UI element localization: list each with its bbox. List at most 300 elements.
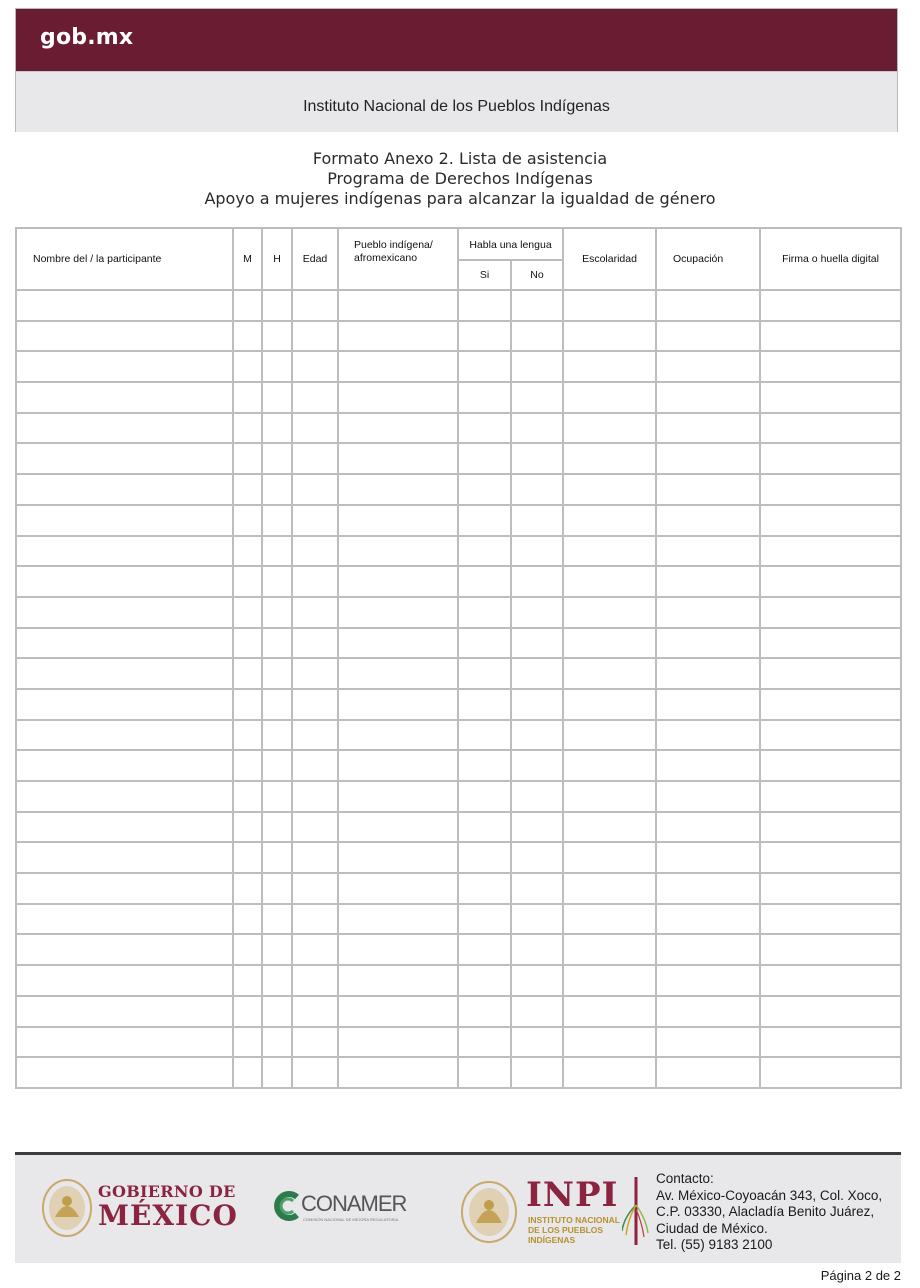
table-row: [16, 474, 901, 505]
cell-no[interactable]: [511, 720, 563, 751]
cell-m[interactable]: [233, 443, 262, 474]
cell-pueblo[interactable]: [338, 842, 458, 873]
cell-firma[interactable]: [760, 750, 901, 781]
table-row: [16, 321, 901, 352]
cell-ocupacion[interactable]: [656, 505, 760, 536]
cell-no[interactable]: [511, 842, 563, 873]
cell-pueblo[interactable]: [338, 658, 458, 689]
cell-si[interactable]: [458, 1057, 511, 1088]
cell-ocupacion[interactable]: [656, 566, 760, 597]
cell-ocupacion[interactable]: [656, 842, 760, 873]
cell-nombre[interactable]: [16, 812, 233, 843]
cell-h[interactable]: [262, 351, 292, 382]
table-row: [16, 996, 901, 1027]
cell-no[interactable]: [511, 321, 563, 352]
cell-nombre[interactable]: [16, 474, 233, 505]
cell-h[interactable]: [262, 720, 292, 751]
cell-si[interactable]: [458, 658, 511, 689]
cell-si[interactable]: [458, 720, 511, 751]
cell-si[interactable]: [458, 566, 511, 597]
cell-h[interactable]: [262, 812, 292, 843]
cell-ocupacion[interactable]: [656, 413, 760, 444]
cell-edad[interactable]: [292, 290, 338, 321]
cell-firma[interactable]: [760, 443, 901, 474]
cell-ocupacion[interactable]: [656, 720, 760, 751]
header-no: No: [511, 260, 563, 290]
cell-h[interactable]: [262, 842, 292, 873]
cell-h[interactable]: [262, 965, 292, 996]
cell-si[interactable]: [458, 904, 511, 935]
cell-edad[interactable]: [292, 1027, 338, 1058]
cell-h[interactable]: [262, 474, 292, 505]
header-nombre: Nombre del / la participante: [16, 228, 233, 290]
cell-nombre[interactable]: [16, 443, 233, 474]
cell-h[interactable]: [262, 505, 292, 536]
cell-pueblo[interactable]: [338, 566, 458, 597]
cell-no[interactable]: [511, 443, 563, 474]
header-ocupacion: Ocupación: [656, 228, 760, 290]
cell-edad[interactable]: [292, 873, 338, 904]
cell-escolaridad[interactable]: [563, 321, 656, 352]
cell-ocupacion[interactable]: [656, 873, 760, 904]
cell-edad[interactable]: [292, 812, 338, 843]
cell-no[interactable]: [511, 382, 563, 413]
cell-escolaridad[interactable]: [563, 965, 656, 996]
cell-escolaridad[interactable]: [563, 351, 656, 382]
inpi-sub-line-3: INDÍGENAS: [528, 1235, 576, 1245]
cell-no[interactable]: [511, 628, 563, 659]
cell-no[interactable]: [511, 996, 563, 1027]
cell-no[interactable]: [511, 812, 563, 843]
cell-h[interactable]: [262, 413, 292, 444]
cell-firma[interactable]: [760, 689, 901, 720]
cell-escolaridad[interactable]: [563, 1027, 656, 1058]
cell-si[interactable]: [458, 996, 511, 1027]
cell-ocupacion[interactable]: [656, 597, 760, 628]
cell-nombre[interactable]: [16, 720, 233, 751]
cell-firma[interactable]: [760, 536, 901, 567]
cell-firma[interactable]: [760, 658, 901, 689]
page-footer: [15, 1152, 901, 1263]
cell-no[interactable]: [511, 536, 563, 567]
cell-escolaridad[interactable]: [563, 750, 656, 781]
cell-ocupacion[interactable]: [656, 351, 760, 382]
contact-address-3: Ciudad de México.: [656, 1220, 768, 1236]
cell-escolaridad[interactable]: [563, 934, 656, 965]
cell-ocupacion[interactable]: [656, 934, 760, 965]
cell-firma[interactable]: [760, 413, 901, 444]
cell-no[interactable]: [511, 1057, 563, 1088]
cell-firma[interactable]: [760, 873, 901, 904]
cell-ocupacion[interactable]: [656, 750, 760, 781]
contact-address-2: C.P. 03330, Alacladía Benito Juárez,: [656, 1204, 875, 1219]
cell-ocupacion[interactable]: [656, 658, 760, 689]
cell-escolaridad[interactable]: [563, 842, 656, 873]
cell-h[interactable]: [262, 750, 292, 781]
cell-si[interactable]: [458, 750, 511, 781]
cell-si[interactable]: [458, 321, 511, 352]
table-row: [16, 904, 901, 935]
cell-si[interactable]: [458, 290, 511, 321]
cell-pueblo[interactable]: [338, 628, 458, 659]
cell-m[interactable]: [233, 996, 262, 1027]
cell-ocupacion[interactable]: [656, 628, 760, 659]
cell-m[interactable]: [233, 842, 262, 873]
cell-h[interactable]: [262, 904, 292, 935]
cell-firma[interactable]: [760, 321, 901, 352]
cell-nombre[interactable]: [16, 750, 233, 781]
cell-h[interactable]: [262, 934, 292, 965]
cell-m[interactable]: [233, 351, 262, 382]
cell-pueblo[interactable]: [338, 290, 458, 321]
cell-h[interactable]: [262, 321, 292, 352]
cell-m[interactable]: [233, 904, 262, 935]
cell-no[interactable]: [511, 597, 563, 628]
cell-pueblo[interactable]: [338, 443, 458, 474]
cell-pueblo[interactable]: [338, 382, 458, 413]
contact-address-1: Av. México-Coyoacán 343, Col. Xoco,: [656, 1187, 883, 1203]
cell-si[interactable]: [458, 505, 511, 536]
cell-firma[interactable]: [760, 505, 901, 536]
cell-firma[interactable]: [760, 351, 901, 382]
contact-phone: Tel. (55) 9183 2100: [656, 1237, 773, 1252]
cell-ocupacion[interactable]: [656, 443, 760, 474]
cell-m[interactable]: [233, 290, 262, 321]
cell-firma[interactable]: [760, 842, 901, 873]
cell-ocupacion[interactable]: [656, 1057, 760, 1088]
cell-edad[interactable]: [292, 443, 338, 474]
cell-h[interactable]: [262, 566, 292, 597]
cell-h[interactable]: [262, 1057, 292, 1088]
cell-m[interactable]: [233, 873, 262, 904]
cell-nombre[interactable]: [16, 628, 233, 659]
cell-nombre[interactable]: [16, 290, 233, 321]
contact-block: [656, 1171, 882, 1254]
cell-nombre[interactable]: [16, 842, 233, 873]
cell-pueblo[interactable]: [338, 536, 458, 567]
cell-edad[interactable]: [292, 413, 338, 444]
cell-m[interactable]: [233, 750, 262, 781]
cell-firma[interactable]: [760, 720, 901, 751]
conamer-logo: [273, 1189, 407, 1229]
cell-escolaridad[interactable]: [563, 382, 656, 413]
inpi-logo: [460, 1175, 650, 1247]
cell-h[interactable]: [262, 536, 292, 567]
cell-si[interactable]: [458, 536, 511, 567]
cell-edad[interactable]: [292, 904, 338, 935]
cell-pueblo[interactable]: [338, 750, 458, 781]
table-row: [16, 781, 901, 812]
cell-si[interactable]: [458, 443, 511, 474]
cell-ocupacion[interactable]: [656, 812, 760, 843]
cell-escolaridad[interactable]: [563, 658, 656, 689]
cell-firma[interactable]: [760, 474, 901, 505]
cell-firma[interactable]: [760, 781, 901, 812]
cell-ocupacion[interactable]: [656, 996, 760, 1027]
attendance-table: [15, 227, 902, 1089]
cell-m[interactable]: [233, 413, 262, 444]
cell-firma[interactable]: [760, 597, 901, 628]
cell-h[interactable]: [262, 689, 292, 720]
cell-pueblo[interactable]: [338, 413, 458, 444]
cell-edad[interactable]: [292, 781, 338, 812]
cell-m[interactable]: [233, 658, 262, 689]
document-titles: [0, 149, 920, 209]
cell-ocupacion[interactable]: [656, 689, 760, 720]
table-row: [16, 290, 901, 321]
cell-escolaridad[interactable]: [563, 566, 656, 597]
table-row: [16, 1057, 901, 1088]
cell-m[interactable]: [233, 321, 262, 352]
cell-no[interactable]: [511, 781, 563, 812]
header-habla-lengua: Habla una lengua: [458, 228, 563, 260]
cell-nombre[interactable]: [16, 1027, 233, 1058]
cell-nombre[interactable]: [16, 904, 233, 935]
cell-escolaridad[interactable]: [563, 1057, 656, 1088]
cell-nombre[interactable]: [16, 597, 233, 628]
cell-no[interactable]: [511, 351, 563, 382]
cell-no[interactable]: [511, 904, 563, 935]
cell-si[interactable]: [458, 628, 511, 659]
header-si: Si: [458, 260, 511, 290]
cell-ocupacion[interactable]: [656, 904, 760, 935]
cell-nombre[interactable]: [16, 1057, 233, 1088]
cell-no[interactable]: [511, 566, 563, 597]
cell-no[interactable]: [511, 750, 563, 781]
cell-nombre[interactable]: [16, 536, 233, 567]
cell-si[interactable]: [458, 413, 511, 444]
cell-edad[interactable]: [292, 321, 338, 352]
cell-si[interactable]: [458, 689, 511, 720]
cell-edad[interactable]: [292, 382, 338, 413]
cell-si[interactable]: [458, 781, 511, 812]
cell-escolaridad[interactable]: [563, 628, 656, 659]
cell-h[interactable]: [262, 290, 292, 321]
cell-pueblo[interactable]: [338, 904, 458, 935]
cell-escolaridad[interactable]: [563, 505, 656, 536]
cell-h[interactable]: [262, 443, 292, 474]
cell-edad[interactable]: [292, 965, 338, 996]
cell-ocupacion[interactable]: [656, 321, 760, 352]
cell-edad[interactable]: [292, 505, 338, 536]
cell-si[interactable]: [458, 842, 511, 873]
cell-m[interactable]: [233, 812, 262, 843]
cell-nombre[interactable]: [16, 382, 233, 413]
cell-edad[interactable]: [292, 750, 338, 781]
cell-m[interactable]: [233, 720, 262, 751]
cell-firma[interactable]: [760, 1027, 901, 1058]
cell-h[interactable]: [262, 658, 292, 689]
cell-si[interactable]: [458, 597, 511, 628]
table-row: [16, 658, 901, 689]
header-subbar: [16, 71, 897, 132]
cell-ocupacion[interactable]: [656, 290, 760, 321]
cell-nombre[interactable]: [16, 351, 233, 382]
cell-si[interactable]: [458, 934, 511, 965]
table-body: [16, 290, 901, 1088]
cell-escolaridad[interactable]: [563, 290, 656, 321]
cell-ocupacion[interactable]: [656, 965, 760, 996]
cell-escolaridad[interactable]: [563, 689, 656, 720]
cell-m[interactable]: [233, 689, 262, 720]
table-row: [16, 842, 901, 873]
gob-mx-logo[interactable]: gob.mx: [40, 25, 134, 50]
cell-firma[interactable]: [760, 904, 901, 935]
cell-h[interactable]: [262, 382, 292, 413]
cell-si[interactable]: [458, 965, 511, 996]
cell-m[interactable]: [233, 781, 262, 812]
cell-h[interactable]: [262, 597, 292, 628]
cell-no[interactable]: [511, 413, 563, 444]
cell-firma[interactable]: [760, 382, 901, 413]
cell-h[interactable]: [262, 1027, 292, 1058]
cell-no[interactable]: [511, 873, 563, 904]
cell-pueblo[interactable]: [338, 351, 458, 382]
cell-pueblo[interactable]: [338, 934, 458, 965]
cell-nombre[interactable]: [16, 781, 233, 812]
cell-escolaridad[interactable]: [563, 474, 656, 505]
cell-m[interactable]: [233, 934, 262, 965]
conamer-subtitle: COMISIÓN NACIONAL DE MEJORA REGULATORIA: [303, 1217, 399, 1222]
cell-escolaridad[interactable]: [563, 904, 656, 935]
cell-ocupacion[interactable]: [656, 1027, 760, 1058]
cell-firma[interactable]: [760, 566, 901, 597]
cell-pueblo[interactable]: [338, 996, 458, 1027]
cell-escolaridad[interactable]: [563, 781, 656, 812]
cell-edad[interactable]: [292, 536, 338, 567]
cell-edad[interactable]: [292, 934, 338, 965]
cell-pueblo[interactable]: [338, 965, 458, 996]
cell-no[interactable]: [511, 1027, 563, 1058]
cell-pueblo[interactable]: [338, 873, 458, 904]
cell-edad[interactable]: [292, 566, 338, 597]
cell-edad[interactable]: [292, 658, 338, 689]
inpi-sub-line-1: INSTITUTO NACIONAL: [528, 1215, 620, 1225]
cell-firma[interactable]: [760, 965, 901, 996]
cell-ocupacion[interactable]: [656, 382, 760, 413]
cell-m[interactable]: [233, 505, 262, 536]
cell-h[interactable]: [262, 996, 292, 1027]
cell-edad[interactable]: [292, 720, 338, 751]
cell-no[interactable]: [511, 689, 563, 720]
cell-edad[interactable]: [292, 628, 338, 659]
cell-h[interactable]: [262, 873, 292, 904]
cell-no[interactable]: [511, 290, 563, 321]
cell-no[interactable]: [511, 658, 563, 689]
cell-si[interactable]: [458, 1027, 511, 1058]
cell-pueblo[interactable]: [338, 1027, 458, 1058]
cell-m[interactable]: [233, 597, 262, 628]
table-row: [16, 413, 901, 444]
cell-nombre[interactable]: [16, 934, 233, 965]
cell-escolaridad[interactable]: [563, 812, 656, 843]
cell-ocupacion[interactable]: [656, 781, 760, 812]
cell-nombre[interactable]: [16, 689, 233, 720]
cell-firma[interactable]: [760, 812, 901, 843]
table-row: [16, 812, 901, 843]
cell-pueblo[interactable]: [338, 1057, 458, 1088]
cell-edad[interactable]: [292, 1057, 338, 1088]
contact-label: Contacto:: [656, 1171, 714, 1186]
cell-ocupacion[interactable]: [656, 474, 760, 505]
header-m: M: [233, 228, 262, 290]
cell-edad[interactable]: [292, 689, 338, 720]
cell-nombre[interactable]: [16, 505, 233, 536]
cell-m[interactable]: [233, 628, 262, 659]
cell-nombre[interactable]: [16, 658, 233, 689]
cell-edad[interactable]: [292, 996, 338, 1027]
cell-h[interactable]: [262, 628, 292, 659]
cell-no[interactable]: [511, 934, 563, 965]
header-h: H: [262, 228, 292, 290]
cell-ocupacion[interactable]: [656, 536, 760, 567]
cell-pueblo[interactable]: [338, 781, 458, 812]
table-row: [16, 505, 901, 536]
cell-nombre[interactable]: [16, 996, 233, 1027]
inpi-sub-line-2: DE LOS PUEBLOS: [528, 1225, 604, 1235]
cell-nombre[interactable]: [16, 413, 233, 444]
cell-nombre[interactable]: [16, 965, 233, 996]
cell-pueblo[interactable]: [338, 505, 458, 536]
page-header: [15, 8, 898, 132]
cell-si[interactable]: [458, 873, 511, 904]
cell-pueblo[interactable]: [338, 720, 458, 751]
cell-m[interactable]: [233, 382, 262, 413]
cell-pueblo[interactable]: [338, 812, 458, 843]
cell-escolaridad[interactable]: [563, 536, 656, 567]
cell-firma[interactable]: [760, 934, 901, 965]
cell-m[interactable]: [233, 566, 262, 597]
conamer-text: CONAMER: [301, 1191, 407, 1216]
cell-edad[interactable]: [292, 842, 338, 873]
cell-pueblo[interactable]: [338, 597, 458, 628]
cell-escolaridad[interactable]: [563, 597, 656, 628]
cell-firma[interactable]: [760, 290, 901, 321]
cell-m[interactable]: [233, 1057, 262, 1088]
cell-si[interactable]: [458, 351, 511, 382]
cell-edad[interactable]: [292, 474, 338, 505]
table-row: [16, 443, 901, 474]
cell-escolaridad[interactable]: [563, 443, 656, 474]
cell-no[interactable]: [511, 505, 563, 536]
cell-m[interactable]: [233, 536, 262, 567]
cell-si[interactable]: [458, 474, 511, 505]
cell-firma[interactable]: [760, 1057, 901, 1088]
cell-nombre[interactable]: [16, 566, 233, 597]
cell-escolaridad[interactable]: [563, 873, 656, 904]
cell-h[interactable]: [262, 781, 292, 812]
cell-edad[interactable]: [292, 597, 338, 628]
cell-nombre[interactable]: [16, 873, 233, 904]
cell-pueblo[interactable]: [338, 474, 458, 505]
cell-m[interactable]: [233, 965, 262, 996]
cell-escolaridad[interactable]: [563, 720, 656, 751]
cell-escolaridad[interactable]: [563, 996, 656, 1027]
cell-m[interactable]: [233, 1027, 262, 1058]
cell-firma[interactable]: [760, 628, 901, 659]
cell-pueblo[interactable]: [338, 689, 458, 720]
cell-no[interactable]: [511, 965, 563, 996]
cell-firma[interactable]: [760, 996, 901, 1027]
cell-si[interactable]: [458, 812, 511, 843]
cell-edad[interactable]: [292, 351, 338, 382]
cell-m[interactable]: [233, 474, 262, 505]
cell-no[interactable]: [511, 474, 563, 505]
cell-si[interactable]: [458, 382, 511, 413]
cell-pueblo[interactable]: [338, 321, 458, 352]
cell-escolaridad[interactable]: [563, 413, 656, 444]
cell-nombre[interactable]: [16, 321, 233, 352]
